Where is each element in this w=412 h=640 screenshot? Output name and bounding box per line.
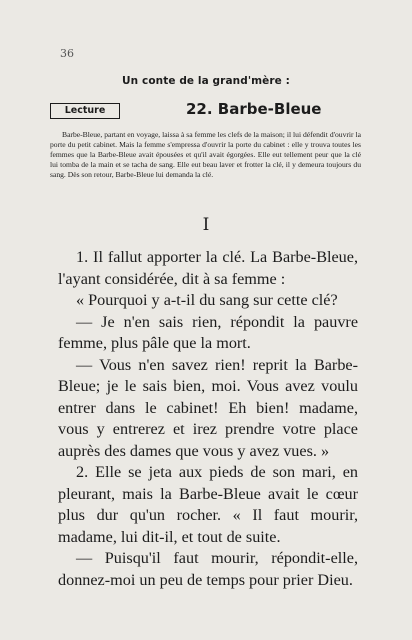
- story-paragraph: « Pourquoi y a-t-il du sang sur cette clé?: [76, 291, 338, 309]
- story-paragraph: — Vous n'en savez rien! reprit la Barbe-Bleue; je le sais bien, moi. Vous avez voulu entrer dans le cabinet! Eh bien! madame, vous y entrerez et irez prendre votre place auprès des dames que vous y avez vues. »: [58, 355, 358, 460]
- section-numeral: I: [202, 215, 210, 235]
- story-paragraph: 2. Elle se jeta aux pieds de son mari, en pleurant, mais la Barbe-Bleue avait le cœur plus dur qu'un rocher. « Il faut mourir, madame, lui dit-il, et tout de suite.: [58, 463, 358, 546]
- page-number: 36: [60, 47, 74, 60]
- story-paragraph: — Puisqu'il faut mourir, répondit-elle, donnez-moi un peu de temps pour prier Dieu.: [58, 549, 358, 589]
- summary-paragraph: Barbe-Bleue, partant en voyage, laissa à sa femme les clefs de la maison; il lui défendit d'ouvrir la porte du petit cabinet. Mais la femme s'empressa d'ouvrir la porte du cabinet : elle y trouva toutes les femmes que la Barbe-Bleue avait épousées et qu'il avait égorgées. Elle eut tellement peur que la clé lui tomba de la main et se tacha de sang. Elle eut beau laver et frotter la clé, il y demeura toujours du sang. Dès son retour, Barbe-Bleue lui demanda la clé.: [50, 130, 361, 179]
- story-paragraph: — Je n'en sais rien, répondit la pauvre femme, plus pâle que la mort.: [58, 312, 358, 352]
- story-text: [58, 247, 358, 591]
- story-paragraph: 1. Il fallut apporter la clé. La Barbe-Bleue, l'ayant considérée, dit à sa femme :: [58, 248, 358, 288]
- lesson-title: 22. Barbe-Bleue: [186, 100, 322, 118]
- lecture-label: Lecture: [50, 103, 120, 119]
- chapter-header: Un conte de la grand'mère :: [122, 75, 290, 87]
